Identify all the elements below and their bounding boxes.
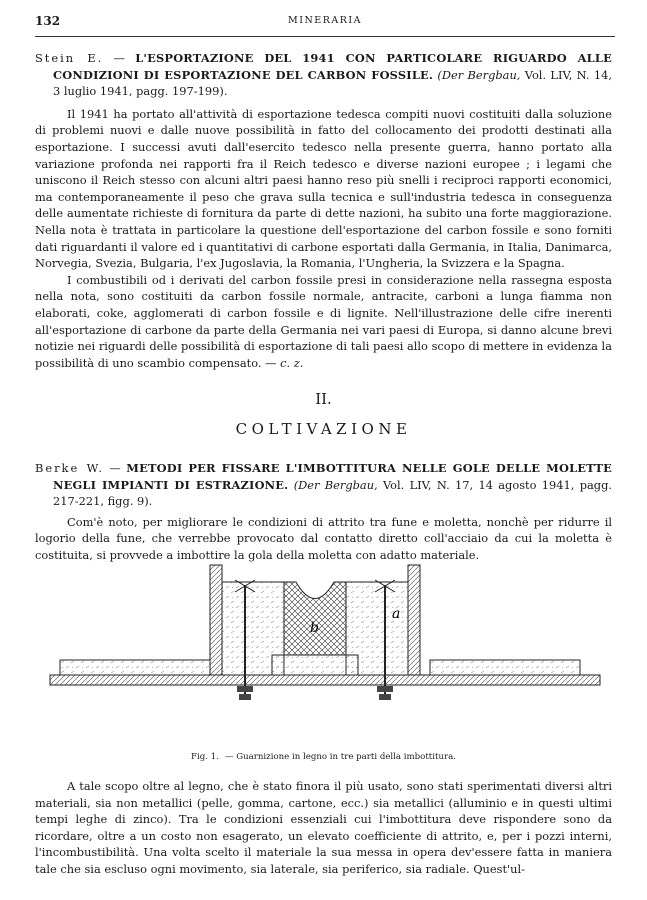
running-title: MINERARIA: [287, 15, 362, 26]
nut-left-2: [239, 694, 251, 700]
citation: Vol. LIV, N. 14, 3 luglio 1941, pagg. 197-199).: [53, 67, 612, 99]
page-number: 132: [35, 14, 61, 28]
page-header: [35, 14, 615, 30]
article-title: METODI PER FISSARE L'IMBOTTITURA NELLE GOLE DELLE MOLETTE NEGLI IMPIANTI DI ESTRAZIONE.: [53, 461, 613, 492]
article-stein: [35, 50, 612, 371]
paragraph: I combustibili od i derivati del carbon fossile presi in considerazione nella rassegna esposta nella nota, sono costituiti da carbon fossile normale, antracite, carboni a lunga fiamma non elaborati, coke, agglomerati di carbon fossile e di lignite. Nell'illustrazione delle cifre inerenti all'esportazione di carbone da parte della Germania nei vari paesi di Europa, si danno alcune brevi notizie nei riguardi delle possibilità di esportazione di tali paesi allo scopo di mettere in evidenza la possibilità di uno scambio compensato. — c. z.: [35, 272, 612, 370]
rim-left: [60, 660, 210, 675]
paragraph: Il 1941 ha portato all'attività di esportazione tedesca compiti nuovi costituiti dalla soluzione di problemi nuovi e dalle nuove possibilità in fatto del collocamento dei prodotti destinati alla esportazione. I successi avuti dall'esercito tedesco nella presente guerra, hanno portato alla variazione profonda nei rapporti fra il Reich tedesco e diverse nazioni europee ; i legami che uniscono il Reich stesso con alcuni altri paesi hanno reso più snelli i reciproci rapporti economici, ma contemporaneamente il peso che grava sulla tecnica e sull'industria tedesca in conseguenza delle aumentate richieste di fornitura da parte di dette nazioni, ha subito una forte maggiorazione. Nella nota è trattata in particolare la questione dell'esportazione del carbon fossile e sono forniti dati riguardanti il valore ed i quantitativi di carbone esportati dalla Germania, in Italia, Danimarca, Norvegia, Svezia, Bulgaria, l'ex Jugoslavia, la Romania, l'Ungheria, la Svizzera e la Spagna.: [35, 106, 612, 271]
article-reference: Berke W. — METODI PER FISSARE L'IMBOTTITURA NELLE GOLE DELLE MOLETTE NEGLI IMPIANTI DI ESTRAZIONE. (Der Bergbau, Vol. LIV, N. 17, 14 agosto 1941, pagg. 217-221, figg. 9).: [35, 461, 613, 509]
signature: — c. z.: [265, 355, 304, 370]
paragraph: Com'è noto, per migliorare le condizioni di attrito tra fune e moletta, nonchè per ridurre il logorio della fune, che verrebbe provocato dal contatto diretto coll'acciaio da cui la moletta è costituita, si provvede a imbottire la gola della moletta con adatto materiale.: [35, 514, 612, 562]
article-author: Berke W.: [35, 461, 104, 475]
citation: Vol. LIV, N. 17, 14 agosto 1941, pagg. 217-221, figg. 9).: [53, 477, 613, 509]
central-insert: [284, 582, 346, 655]
flange-right: [408, 565, 420, 675]
rim-right: [430, 660, 580, 675]
article-author: Stein E.: [35, 51, 104, 65]
header-rule: [35, 36, 615, 37]
section-number: II.: [315, 390, 332, 408]
base-plate: [50, 675, 600, 685]
section-title: COLTIVAZIONE: [235, 420, 412, 438]
article-berke: [35, 460, 612, 564]
label-b: b: [310, 620, 319, 636]
article-berke-continued: [35, 778, 612, 878]
nut-right: [377, 686, 393, 692]
article-title: L'ESPORTAZIONE DEL 1941 CON PARTICOLARE RIGUARDO ALLE CONDIZIONI DI ESPORTAZIONE DEL CARBON FOSSILE.: [53, 51, 612, 82]
article-reference: Stein E. — L'ESPORTAZIONE DEL 1941 CON PARTICOLARE RIGUARDO ALLE CONDIZIONI DI ESPORTAZIONE DEL CARBON FOSSILE. (Der Bergbau, Vol. LIV, N. 14, 3 luglio 1941, pagg. 197-199).: [35, 51, 612, 99]
journal-name: (Der Bergbau,: [437, 67, 521, 82]
nut-right-2: [379, 694, 391, 700]
journal-name: (Der Bergbau,: [293, 477, 378, 492]
figure-caption: Fig. 1. — Guarnizione in legno in tre parti della imbottitura.: [191, 752, 456, 762]
figure-diagram: [40, 560, 607, 740]
flange-left: [210, 565, 222, 675]
paragraph: A tale scopo oltre al legno, che è stato finora il più usato, sono stati sperimentati diversi altri materiali, sia non metallici (pelle, gomma, cartone, ecc.) sia metallici (alluminio e in questi ultimi tempi leghe di zinco). Tra le condizioni essenziali cui l'imbottitura deve rispondere sono da ricordare, oltre a un costo non esagerato, un elevato coefficiente di attrito, e, per i pozzi interni, l'incombustibilità. Una volta scelto il materiale la sua messa in opera dev'essere fatta in maniera tale che sia escluso ogni movimento, sia laterale, sia periferico, sia radiale. Quest'ul-: [35, 779, 612, 876]
label-a: a: [392, 606, 401, 622]
lower-block: [272, 655, 358, 675]
nut-left: [237, 686, 253, 692]
